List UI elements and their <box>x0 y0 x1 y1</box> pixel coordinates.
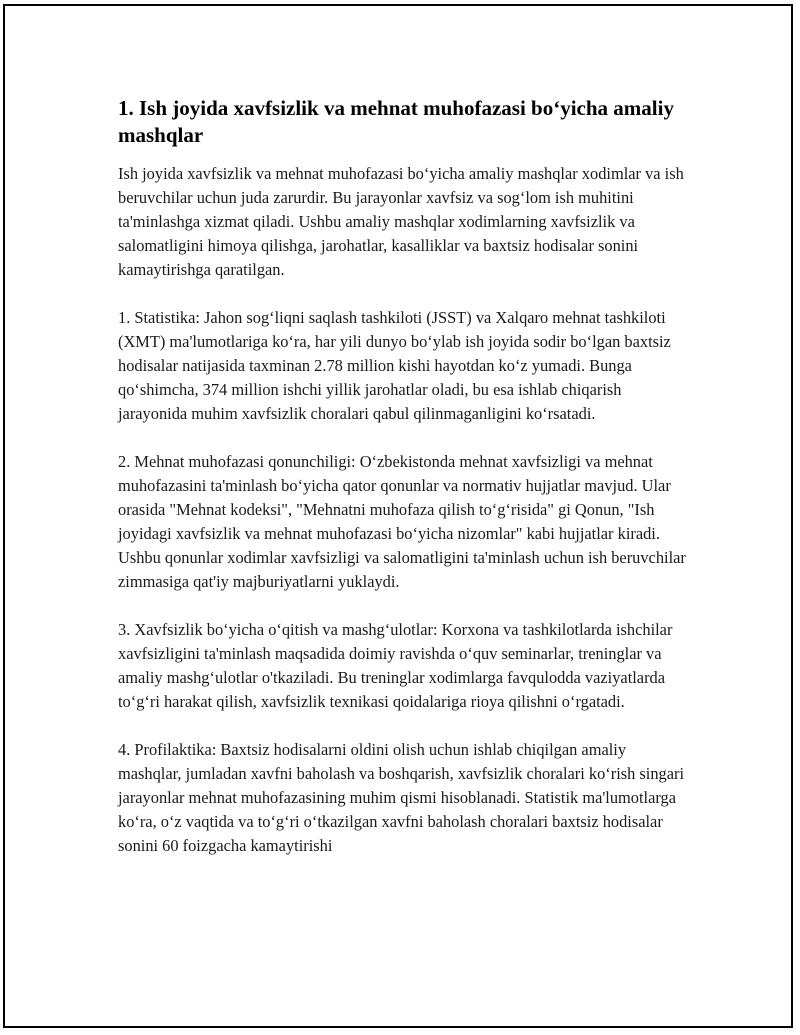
document-body <box>118 95 688 882</box>
prevention-paragraph: 4. Profilaktika: Baxtsiz hodisalarni oldini olish uchun ishlab chiqilgan amaliy mashqlar, jumladan xavfni baholash va boshqarish, xavfsizlik choralari ko‘rish singari jarayonlar mehnat muhofazasining muhim qismi hisoblanadi. Statistik ma'lumotlarga ko‘ra, o‘z vaqtida va to‘g‘ri o‘tkazilgan xavfni baholash choralari baxtsiz hodisalar sonini 60 foizgacha kamaytirishi <box>118 740 685 855</box>
statistics-paragraph: 1. Statistika: Jahon sog‘liqni saqlash tashkiloti (JSST) va Xalqaro mehnat tashkiloti (XMT) ma'lumotlariga ko‘ra, har yili dunyo bo‘ylab ish joyida sodir bo‘lgan baxtsiz hodisalar natijasida taxminan 2.78 million kishi hayotdan ko‘z yumadi. Bunga qo‘shimcha, 374 million ishchi yillik jarohatlar oladi, bu esa ishlab chiqarish jarayonida muhim xavfsizlik choralari qabul qilinmaganligini ko‘rsatadi. <box>118 308 671 423</box>
section-title: 1. Ish joyida xavfsizlik va mehnat muhofazasi bo‘yicha amaliy mashqlar <box>118 96 674 147</box>
training-paragraph: 3. Xavfsizlik bo‘yicha o‘qitish va mashg‘ulotlar: Korxona va tashkilotlarda ishchilar xavfsizligini ta'minlash maqsadida doimiy ravishda o‘quv seminarlar, treninglar va amaliy mashg‘ulotlar o'tkaziladi. Bu treninglar xodimlarga favqulodda vaziyatlarda to‘g‘ri harakat qilish, xavfsizlik texnikasi qoidalariga rioya qilishni o‘rgatadi. <box>118 620 673 711</box>
legislation-paragraph: 2. Mehnat muhofazasi qonunchiligi: O‘zbekistonda mehnat xavfsizligi va mehnat muhofazasini ta'minlash bo‘yicha qator qonunlar va normativ hujjatlar mavjud. Ular orasida "Mehnat kodeksi", "Mehnatni muhofaza qilish to‘g‘risida" gi Qonun, "Ish joyidagi xavfsizlik va mehnat muhofazasi bo‘yicha nizomlar" kabi hujjatlar kiradi. Ushbu qonunlar xodimlar xavfsizligi va salomatligini ta'minlash uchun ish beruvchilar zimmasiga qat'iy majburiyatlarni yuklaydi. <box>118 452 686 591</box>
intro-paragraph: Ish joyida xavfsizlik va mehnat muhofazasi bo‘yicha amaliy mashqlar xodimlar va ish beruvchilar uchun juda zarurdir. Bu jarayonlar xavfsiz va sog‘lom ish muhitini ta'minlashga xizmat qiladi. Ushbu amaliy mashqlar xodimlarning xavfsizlik va salomatligini himoya qilishga, jarohatlar, kasalliklar va baxtsiz hodisalar sonini kamaytirishga qaratilgan. <box>118 164 684 279</box>
